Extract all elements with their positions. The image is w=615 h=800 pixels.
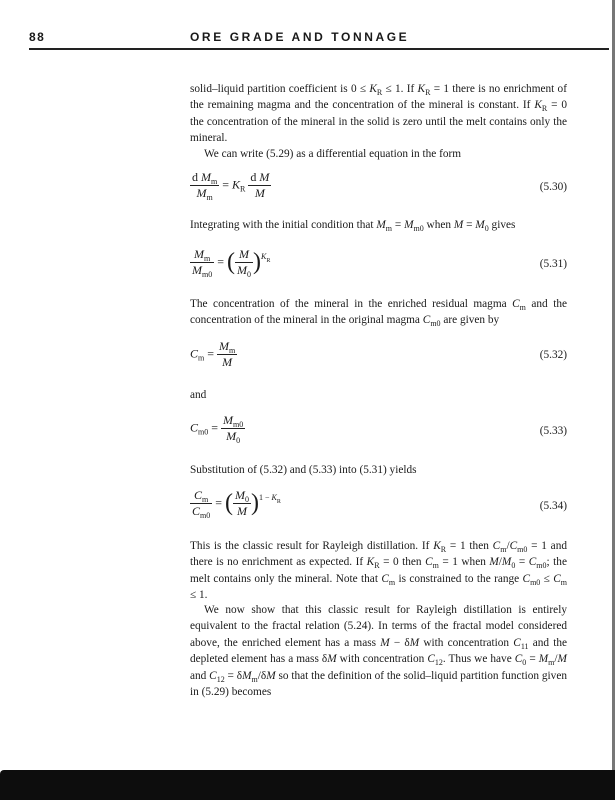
fraction: $\frac{C_m}{C_{m0}}$	[192, 488, 211, 520]
equation-number: (5.34)	[539, 500, 567, 512]
paragraph-8: We now show that this classic result for Rayleigh distillation is entirely equivalent to the fractal relation (5.24). In terms of the fractal model considered above, the enriched element has a mass M − δM with concentration $C_{11}$ and the depleted element has a mass δM with concentration $C_{12}$. Thus we have $C_0 = M_m/M$ and $C_{12} = \delta M_m/\delta M$ so that the definition of the solid–liquid partition function given in (5.29) becomes	[190, 604, 567, 699]
paragraph-6: Substitution of (5.32) and (5.33) into (5.31) yields	[190, 464, 417, 476]
equation-5-34: $\frac{C_m}{C_{m0}}$ = ( $\frac{M_0}{M}$ )$^{1 - K_R}$ (5.34)	[192, 488, 567, 520]
equation-5-30: $\frac{d M_m}{M_m}$ = $K_R$ $\frac{\text{d M}}{M}$ (5.30)	[192, 170, 567, 202]
equation-number: (5.30)	[539, 181, 567, 193]
fraction: $\frac{M_m}{M}$	[219, 339, 236, 369]
paragraph-7: This is the classic result for Rayleigh distillation. If $K_R = 1$ then $C_m/C_{m0} = 1$ and there is no enrichment as expected. If $K_R = 0$ then $C_m = 1$ when $M/M_0 = C_{m0}$; the melt contains only the mineral. Note that $C_m$ is constrained to the range $C_{m0} \le C_m \le 1$.	[190, 540, 568, 602]
paragraph-3: Integrating with the initial condition that $M_m = M_{m0}$ when $M = M_0$ gives	[190, 219, 516, 233]
equation-5-31: $\frac{M_m}{M_{m0}}$ = ( $\frac{M}{M_0}$ )$^{K_R}$ (5.31)	[192, 247, 567, 279]
equation-number: (5.32)	[539, 349, 567, 361]
fraction: $\frac{\text{d M}}{M}$	[250, 170, 270, 200]
page-number: 88	[29, 30, 46, 44]
header-rule	[29, 48, 609, 50]
paragraph-4: The concentration of the mineral in the enriched residual magma $C_m$ and the concentration of the mineral in the original magma $C_{m0}$ are given by	[190, 298, 567, 329]
equation-5-32: $C_m$ = $\frac{M_m}{M}$ (5.32)	[190, 339, 567, 369]
running-title: ORE GRADE AND TONNAGE	[190, 30, 410, 44]
paragraph-1: solid–liquid partition coefficient is $0 \le K_R \le 1$. If $K_R = 1$ there is no enrichment of the remaining magma and the concentration of the mineral is constant. If $K_R = 0$ the concentration of the mineral in the solid is zero until the melt contains only the mineral.	[190, 83, 567, 145]
fraction: $\frac{M_{m0}}{M_0}$	[223, 413, 244, 445]
paragraph-2: We can write (5.29) as a differential equation in the form	[204, 148, 462, 160]
equation-number: (5.33)	[539, 425, 567, 437]
fraction: $\frac{M}{M_0}$	[237, 247, 252, 279]
scan-bottom-edge	[0, 770, 615, 800]
equation-5-33: $C_{m0}$ = $\frac{M_{m0}}{M_0}$ (5.33)	[190, 413, 567, 445]
paragraph-5: and	[190, 389, 207, 401]
fraction: $\frac{M_m}{M_{m0}}$	[192, 247, 213, 279]
fraction: $\frac{d M_m}{M_m}$	[192, 170, 218, 202]
fraction: $\frac{M_0}{M}$	[235, 488, 250, 518]
equation-number: (5.31)	[539, 258, 567, 270]
